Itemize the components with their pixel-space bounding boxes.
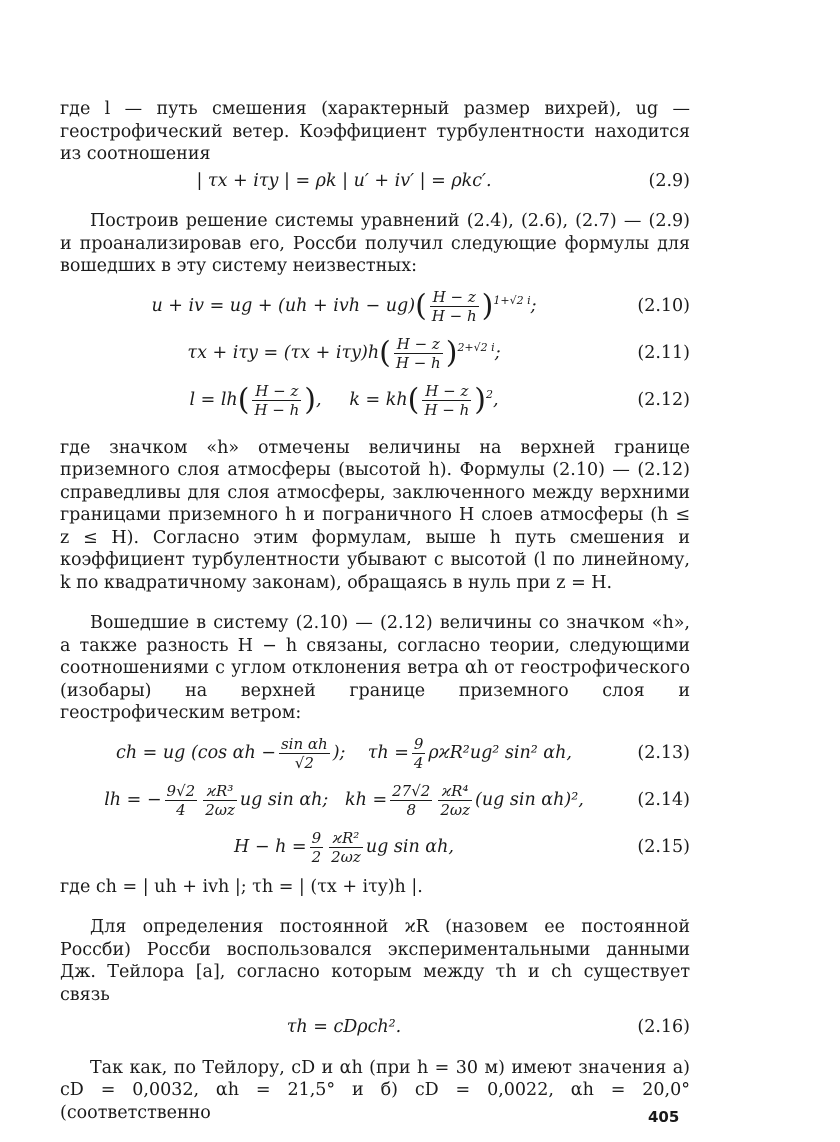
equation-2-9 — [60, 170, 690, 193]
equation-lhs: τx + iτy = (τx + iτy)h — [187, 342, 380, 363]
page-body — [60, 98, 690, 1124]
fraction: $\frac{H - z}{H - h}$ — [431, 287, 477, 325]
fraction: $\frac{H - z}{H - h}$ — [424, 381, 470, 419]
exponent: 2+√2 i — [457, 340, 495, 354]
page-number: 405 — [648, 1108, 680, 1126]
fraction: $\frac{\text{sin αh}}{√2}$ — [280, 734, 328, 772]
exponent: 1+√2 i — [493, 293, 531, 307]
equation-2-15: H − h = $\frac{9}{2}$ $\frac{\text{ϰR²}}{2\omega z}$ ug sin αh, (2.15) — [234, 828, 690, 866]
fraction: $\frac{27√2}{8}$ — [392, 781, 431, 819]
fraction: $\frac{9√2}{4}$ — [166, 781, 196, 819]
exponent: 2 — [485, 387, 493, 401]
equation-2-14: lh = − $\frac{9√2}{4}$ $\frac{\text{ϰR³}}{2\omega z}$ ug sin αh; kh = $\frac{27√2}{8}$ $\frac{\text{ϰR⁴}}{2\omega z}$ (ug sin αh)², (2.14) — [104, 781, 690, 819]
fraction: $\frac{9}{4}$ — [413, 734, 424, 772]
equation-2-12: l = lh( $\frac{H - z}{H - h}$ ), k = kh( $\frac{H - z}{H - h}$ )$^2$, (2.12) — [189, 381, 690, 419]
equation-2-11: τx + iτy = (τx + iτy)h( $\frac{H - z}{H - h}$ )$^{2+√2 i}$; (2.11) — [187, 334, 690, 372]
equation-number: (2.16) — [637, 1017, 690, 1037]
equation-formula: τh = cDρch². — [286, 1017, 402, 1037]
equation-formula: | τx + iτy | = ρk | u′ + iv′ | = ρkc′. — [196, 170, 492, 191]
equation-lhs: u + iv = ug + (uh + ivh − ug) — [151, 295, 416, 316]
equation-lhs-l: l = lh — [189, 389, 238, 410]
equation-number: (2.14) — [637, 789, 690, 810]
equation-number: (2.9) — [648, 170, 690, 191]
fraction: $\frac{H - z}{H - h}$ — [395, 334, 441, 372]
fraction: $\frac{\text{ϰR²}}{2\omega z}$ — [331, 828, 361, 866]
fraction: $\frac{\text{ϰR⁴}}{2\omega z}$ — [440, 781, 471, 819]
equation-number: (2.10) — [637, 295, 690, 316]
fraction: $\frac{\text{ϰR³}}{2\omega z}$ — [205, 781, 235, 819]
fraction: $\frac{H - z}{H - h}$ — [254, 381, 300, 419]
paragraph-rossby-constant: Для определения постоянной ϰR (назовем ее постоянной Россби) Россби воспользовался экспериментальными данными Дж. Тейлора [а], согласно которым между τh и ch существует связь — [60, 917, 690, 1005]
equation-number: (2.15) — [637, 836, 690, 857]
paragraph-upper-boundary: где значком «h» отмечены величины на верхней границе приземного слоя атмосферы (высотой h). Формулы (2.10) — (2.12) справедливы для слоя атмосферы, заключенного между верхними границами приземного h и пограничного H слоев атмосферы (h ≤ z ≤ H). Согласно этим формулам, выше h путь смешения и коэффициент турбулентности убывают с высотой (l по линейному, k по квадратичному законам), обращаясь в нуль при z = H. — [60, 437, 690, 593]
paragraph-h-quantities: Вошедшие в систему (2.10) — (2.12) величины со значком «h», а также разность H − h связаны, согласно теории, следующими соотношениями с углом отклонения ветра αh от геострофического (изобары) на верхней границе приземного слоя и геострофическим ветром: — [60, 613, 690, 723]
where-definitions: где ch = | uh + ivh |; τh = | (τx + iτy)h |. — [60, 876, 423, 897]
equation-2-16 — [60, 1016, 690, 1039]
paragraph-rossby-solution: Построив решение системы уравнений (2.4), (2.6), (2.7) — (2.9) и проанализировав его, Россби получил следующие формулы для вошедших в эту систему неизвестных: — [60, 211, 690, 276]
equation-2-10: u + iv = ug + (uh + ivh − ug)( $\frac{H - z}{H - h}$ )$^{1+√2 i}$; (2.10) — [151, 287, 690, 325]
equation-number: (2.13) — [637, 742, 690, 763]
paragraph-intro: где l — путь смешения (характерный размер вихрей), ug — геострофический ветер. Коэффициент турбулентности находится из соотношения — [60, 99, 690, 164]
equation-2-13: ch = ug (cos αh − $\frac{\text{sin αh}}{√2}$ ); τh = $\frac{9}{4}$ ρϰR²ug² sin² αh, (2.13) — [116, 734, 690, 772]
fraction: $\frac{9}{2}$ — [311, 828, 322, 866]
paragraph-taylor-values: Так как, по Тейлору, cD и αh (при h = 30 м) имеют значения а) cD = 0,0032, αh = 21,5° и б) cD = 0,0022, αh = 20,0° (соответственно — [60, 1057, 690, 1123]
equation-lhs-k: k = kh — [349, 389, 408, 410]
equation-number: (2.12) — [637, 389, 690, 410]
equation-number: (2.11) — [637, 342, 690, 363]
